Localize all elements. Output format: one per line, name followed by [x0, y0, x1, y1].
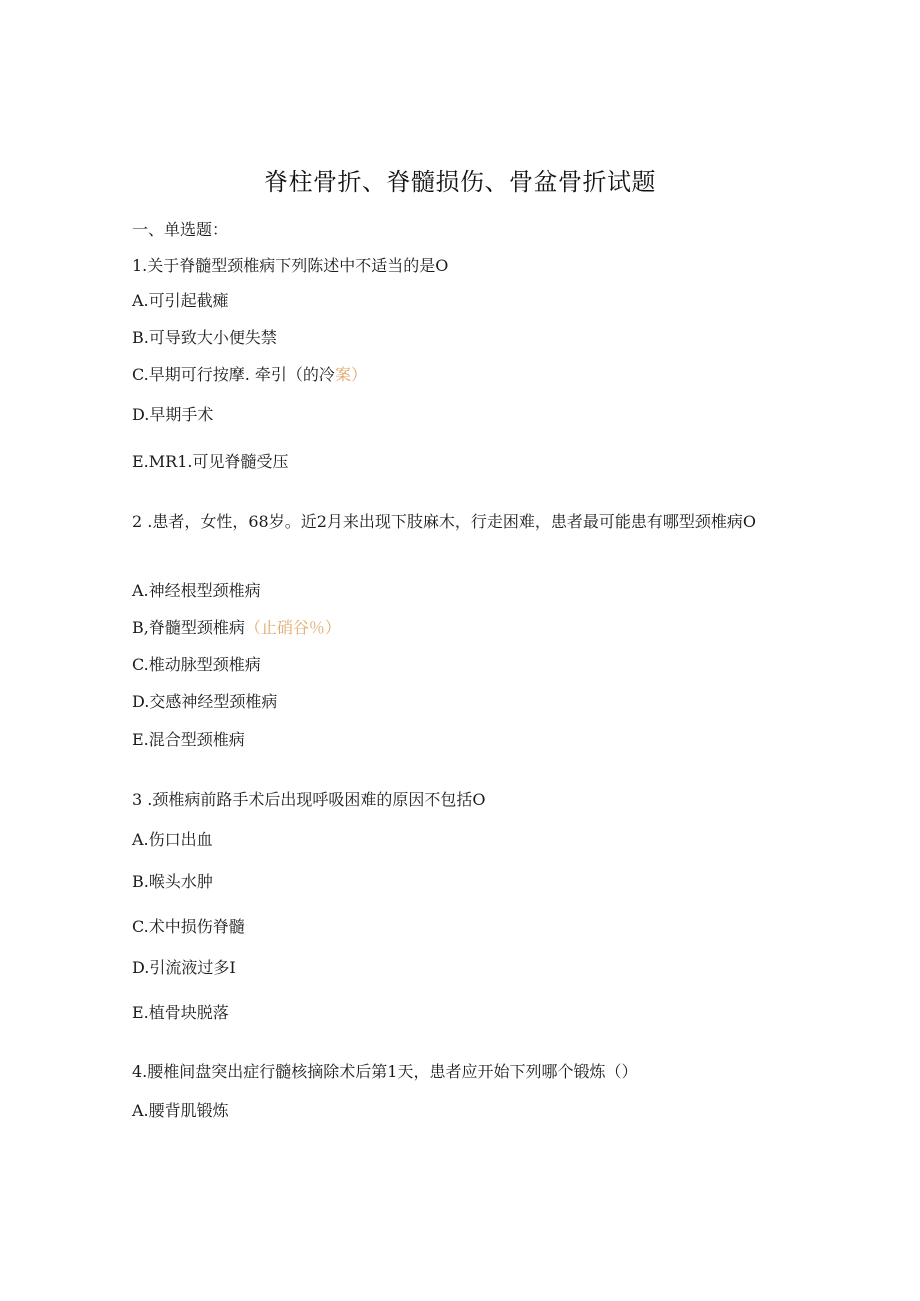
question-2-option-a: A.神经根型颈椎病 — [132, 581, 261, 600]
document-title: 脊柱骨折、脊髓损伤、骨盆骨折试题 — [264, 168, 656, 196]
question-1-stem: 1.关于脊髓型颈椎病下列陈述中不适当的是O — [132, 256, 449, 275]
question-2-option-d: D.交感神经型颈椎病 — [132, 692, 278, 711]
question-4-option-a: A.腰背肌锻炼 — [132, 1101, 229, 1120]
handwritten-annotation: （止硝谷％） — [244, 618, 341, 637]
question-2-option-e: E.混合型颈椎病 — [132, 730, 245, 749]
question-1-option-c — [132, 364, 367, 386]
handwritten-annotation: 案） — [334, 365, 367, 384]
question-1-option-b: B.可导致大小便失禁 — [132, 328, 277, 347]
question-1-option-a: A.可引起截瘫 — [132, 291, 229, 310]
question-2-option-b — [132, 617, 341, 639]
question-3-option-e: E.植骨块脱落 — [132, 1003, 229, 1022]
question-1-option-c-text: C.早期可行按摩. 牵引（的冷 — [132, 365, 335, 384]
section-heading: 一、单选题： — [132, 220, 229, 239]
question-1-option-d: D.早期手术 — [132, 405, 214, 424]
question-3-option-b: B.喉头水肿 — [132, 872, 213, 891]
question-2-stem: 2 .患者，女性，68岁。近2月来出现下肢麻木，行走困难，患者最可能患有哪型颈椎病O — [132, 512, 757, 531]
question-4-stem: 4.腰椎间盘突出症行髓核摘除术后第1天，患者应开始下列哪个锻炼（） — [132, 1062, 638, 1081]
question-2-option-c: C.椎动脉型颈椎病 — [132, 655, 261, 674]
question-3-option-d: D.引流液过多I — [132, 958, 236, 977]
question-3-stem: 3 .颈椎病前路手术后出现呼吸困难的原因不包括O — [132, 790, 486, 809]
question-3-option-a: A.伤口出血 — [132, 830, 213, 849]
question-1-option-e: E.MR1.可见脊髓受压 — [132, 452, 289, 471]
question-2-option-b-text: B,脊髓型颈椎病 — [132, 618, 245, 637]
question-3-option-c: C.术中损伤脊髓 — [132, 917, 245, 936]
